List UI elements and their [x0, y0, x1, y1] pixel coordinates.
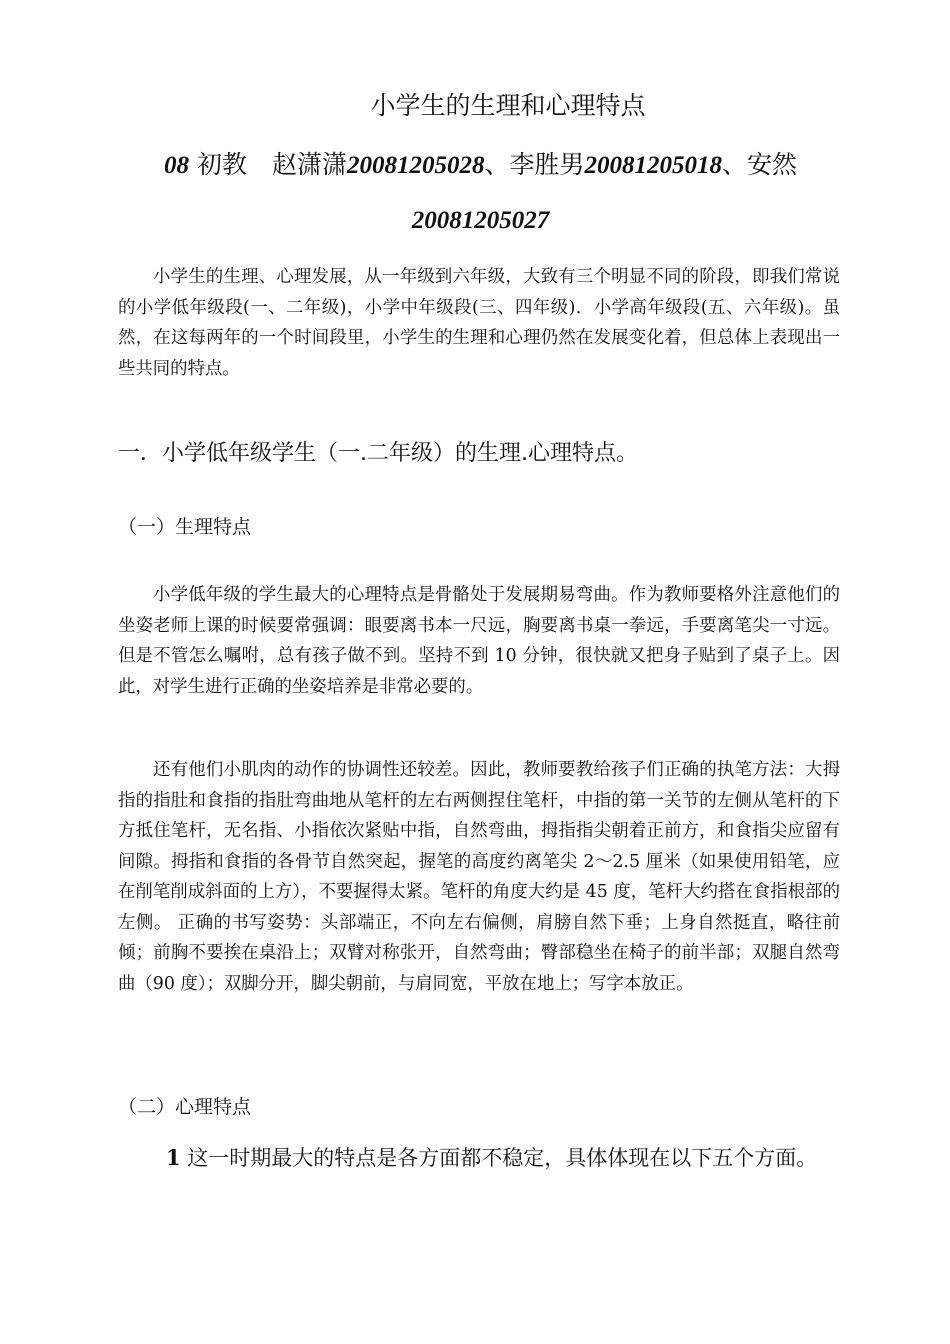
author-id-3: 20081205027	[411, 207, 550, 234]
subsection-heading-psychology: （二）心理特点	[118, 1096, 252, 1118]
author-name-2: 、李胜男	[484, 150, 585, 179]
physiology-paragraph-1: 小学低年级的学生最大的心理特点是骨骼处于发展期易弯曲。作为教师要格外注意他们的坐姿老师上课的时候要常强调：眼要离书本一尺远，胸要离书桌一拳远，手要离笔尖一寸远。但是不管怎么嘱咐，总有孩子做不到。坚持不到 10 分钟，很快就又把身子贴到了桌子上。因此，对学生进行正确的坐姿培养是非常必要的。	[118, 585, 840, 697]
document-title: 小学生的生理和心理特点	[370, 91, 646, 120]
subsection-heading-physiology: （一）生理特点	[118, 516, 252, 538]
author-line	[118, 138, 843, 248]
physiology-paragraph-2: 还有他们小肌肉的动作的协调性还较差。因此，教师要教给孩子们正确的执笔方法：大拇指的指肚和食指的指肚弯曲地从笔杆的左右两侧捏住笔杆，中指的第一关节的左侧从笔杆的下方抵住笔杆，无名指、小指依次紧贴中指，自然弯曲，拇指指尖朝着正前方，和食指尖应留有间隙。拇指和食指的各骨节自然突起，握笔的高度约离笔尖 2～2.5 厘米（如果使用铅笔，应在削笔削成斜面的上方），不要握得太紧。笔杆的角度大约是 45 度，笔杆大约搭在食指根部的左侧。 正确的书写姿势：头部端正，不向左右偏侧，肩膀自然下垂；上身自然挺直，略往前倾；前胸不要挨在桌沿上；双臂对称张开，自然弯曲；臀部稳坐在椅子的前半部；双腿自然弯曲（90 度）；双脚分开，脚尖朝前，与肩同宽，平放在地上；写字本放正。	[118, 760, 840, 994]
author-name-3: 、安然	[721, 150, 797, 179]
class-name: 初教	[189, 150, 272, 179]
psychology-point-1	[118, 1136, 840, 1180]
intro-paragraph: 小学生的生理、心理发展，从一年级到六年级，大致有三个明显不同的阶段，即我们常说的小学低年级段(一、二年级)，小学中年级段(三、四年级)．小学高年级段(五、六年级)。虽然，在这每两年的一个时间段里，小学生的生理和心理仍然在发展变化着，但总体上表现出一些共同的特点。	[118, 267, 840, 379]
author-id-1: 20081205028	[346, 152, 485, 179]
section-heading-1: 一．小学低年级学生（一.二年级）的生理.心理特点。	[118, 441, 638, 466]
point-number: 1	[166, 1145, 181, 1170]
author-name-1: 赵潇潇	[271, 150, 347, 179]
class-number: 08	[164, 152, 189, 179]
author-id-2: 20081205018	[584, 152, 722, 179]
point-text: 这一时期最大的特点是各方面都不稳定，具体体现在以下五个方面。	[180, 1146, 818, 1170]
